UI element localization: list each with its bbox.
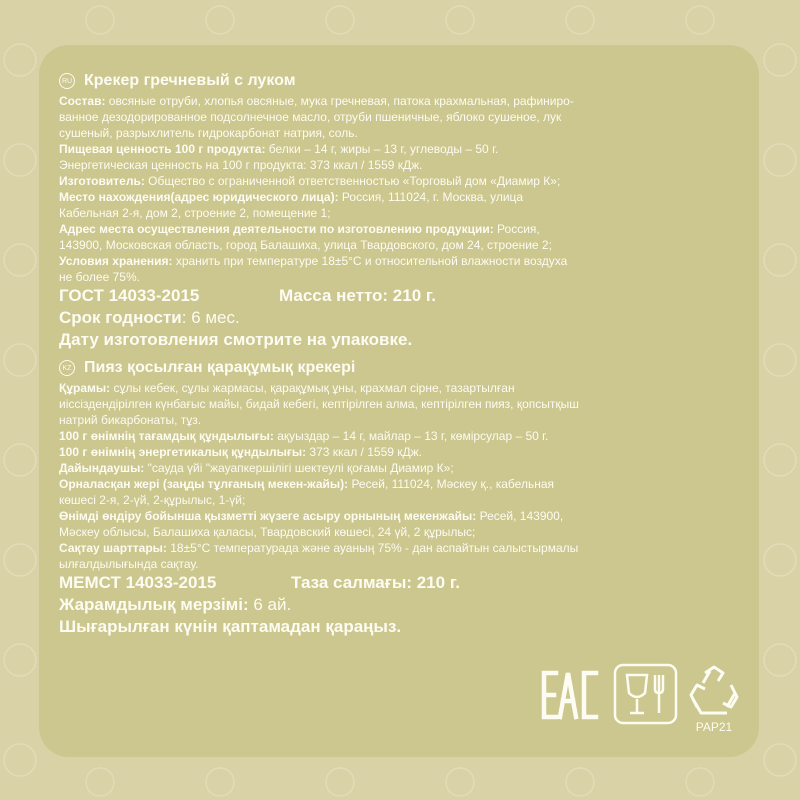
kz-location-line2: көшесі 2-я, 2-үй, 2-құрылыс, 1-үй; <box>59 493 246 507</box>
kz-language-badge: KZ <box>59 360 75 376</box>
ru-energy: Энергетическая ценность на 100 г продукта: 373 ккал / 1559 кДж. <box>59 158 423 172</box>
kz-production-line2: Мәскеу облысы, Балашиха қаласы, Твардовский көшесі, 24 үй, 2 құрылыс; <box>59 525 476 539</box>
kz-storage-line2: ылғалдылығында сақтау. <box>59 557 199 571</box>
kz-gost: МЕМСТ 14033-2015 <box>59 573 217 592</box>
kz-shelf-life: Жарамдылық мерзімі: 6 ай. <box>59 595 292 614</box>
ru-composition-line3: сушеный, разрыхлитель гидрокарбонат натрия, соль. <box>59 126 358 140</box>
kz-energy: 100 г өнімнің энергетикалық құндылығы: 373 ккал / 1559 кДж. <box>59 445 422 459</box>
kz-gost-row <box>59 572 749 594</box>
ru-production: Адрес места осуществления деятельности по изготовлению продукции: Россия, <box>59 222 540 236</box>
recycle-code: PAP21 <box>695 720 733 734</box>
ru-title-row <box>59 70 749 92</box>
ru-shelf-life: Срок годности: 6 мес. <box>59 308 240 327</box>
ru-manufacturer: Изготовитель: Общество с ограниченной ответственностью «Торговый дом «Диамир К»; <box>59 174 561 188</box>
kz-nutrition: 100 г өнімнің тағамдық құндылығы: ақуыздар – 14 г, майлар – 13 г, көмірсулар – 50 г. <box>59 429 549 443</box>
ru-storage-line2: не более 75%. <box>59 270 140 284</box>
ru-date-note: Дату изготовления смотрите на упаковке. <box>59 330 413 349</box>
recycle-icon <box>683 663 745 725</box>
kz-title: Пияз қосылған қарақұмық крекері <box>84 359 356 376</box>
ru-composition-line2: ванное дезодорированное подсолнечное масло, отруби пшеничные, яблоко сушеное, лук <box>59 110 562 124</box>
ru-composition: Состав: овсяные отруби, хлопья овсяные, мука гречневая, патока крахмальная, рафиниро- <box>59 94 574 108</box>
label-text <box>59 70 749 638</box>
kz-storage: Сақтау шарттары: 18±5°С температурада және ауаның 75% - дан аспайтын салыстырмалы <box>59 541 579 555</box>
ru-production-line2: 143900, Московская область, город Балашиха, улица Твардовского, дом 24, строение 2; <box>59 238 552 252</box>
kz-date-note: Шығарылған күнін қаптамадан қараңыз. <box>59 617 402 636</box>
ru-language-badge: RU <box>59 73 75 89</box>
kz-manufacturer: Дайындаушы: "сауда үйі "жауапкершілігі шектеулі қоғамы Диамир К»; <box>59 461 454 475</box>
ru-nutrition: Пищевая ценность 100 г продукта: белки – 14 г, жиры – 13 г, углеводы – 50 г. <box>59 142 499 156</box>
kz-net-mass: Таза салмағы: 210 г. <box>291 573 460 592</box>
ru-location-line2: Кабельная 2-я, дом 2, строение 2, помещение 1; <box>59 206 331 220</box>
food-contact-icon <box>613 663 678 725</box>
kz-composition-line2: иіссіздендірілген күнбағыс майы, бидай кебегі, кептірілген алма, кептірілген пияз, қопсытқыш <box>59 397 579 411</box>
ru-title: Крекер гречневый с луком <box>84 72 296 89</box>
ru-gost-row <box>59 285 749 307</box>
eac-mark-icon <box>540 665 600 725</box>
kz-composition-line3: натрий бикарбонаты, тұз. <box>59 413 202 427</box>
ru-location: Место нахождения(адрес юридического лица): Россия, 111024, г. Москва, улица <box>59 190 524 204</box>
ru-storage: Условия хранения: хранить при температуре 18±5°С и относительной влажности воздуха <box>59 254 568 268</box>
kz-production: Өнімді өндіру бойынша қызметті жүзеге асыру орнының мекенжайы: Ресей, 143900, <box>59 509 564 523</box>
kz-composition: Құрамы: сұлы кебек, сұлы жармасы, қарақұмық ұны, крахмал сірне, тазартылған <box>59 381 515 395</box>
ru-net-mass: Масса нетто: 210 г. <box>279 286 437 305</box>
kz-title-row <box>59 357 749 379</box>
kz-location: Орналасқан жері (заңды тұлғаның мекен-жайы): Ресей, 111024, Мәскеу қ., кабельная <box>59 477 555 491</box>
ru-gost: ГОСТ 14033-2015 <box>59 286 200 305</box>
